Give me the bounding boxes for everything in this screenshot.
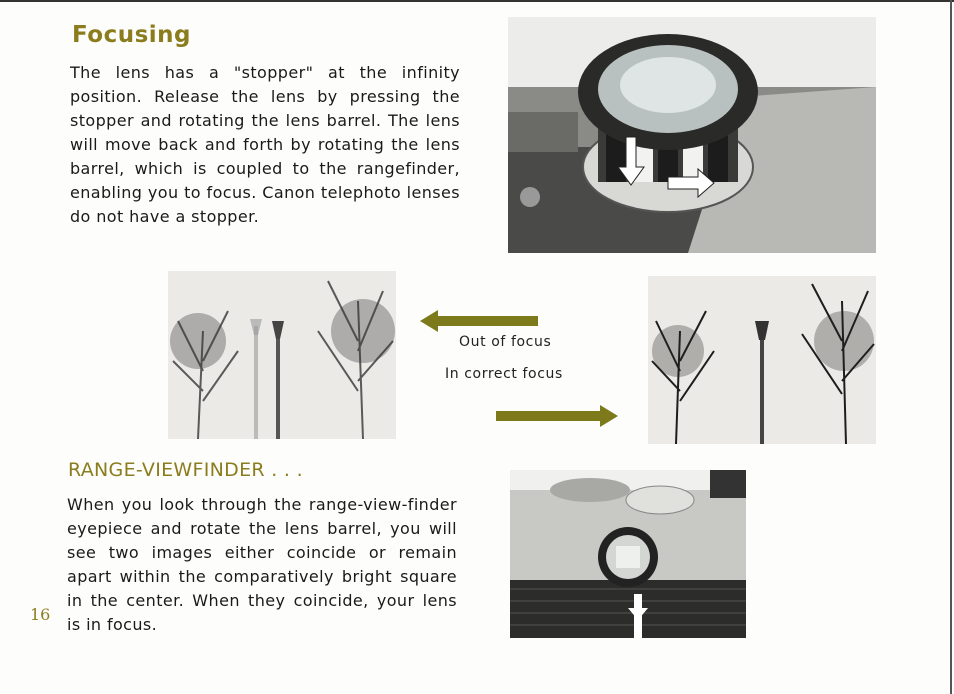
eyepiece-illustration [510, 470, 746, 638]
blurred-lamp-illustration [168, 271, 396, 439]
right-edge-line [950, 0, 952, 694]
arrow-left-out-of-focus [420, 310, 544, 332]
section-heading-focusing: Focusing [72, 22, 191, 48]
sharp-lamp-illustration [648, 276, 876, 444]
caption-out-of-focus: Out of focus [459, 334, 552, 350]
section-heading-range-viewfinder: RANGE-VIEWFINDER . . . [68, 459, 303, 481]
page-number: 16 [30, 605, 51, 624]
viewfinder-eyepiece-photo [510, 470, 746, 638]
in-focus-photo [648, 276, 876, 444]
focusing-paragraph: The lens has a "stopper" at the infinity position. Release the lens by pressing the stopper and rotating the lens barrel. The lens will move back and forth by rotating the lens barrel, which is coupled to the rangefinder, enabling you to focus. Canon telephoto lenses do not have a stopper. [70, 63, 460, 226]
lens-barrel-illustration [508, 17, 876, 253]
caption-in-correct-focus: In correct focus [445, 366, 563, 382]
out-of-focus-photo [168, 271, 396, 439]
range-viewfinder-paragraph: When you look through the range-view-finder eyepiece and rotate the lens barrel, you will see two images either coincide or remain apart within the comparatively bright square in the center. When they coincide, your lens is in focus. [67, 495, 457, 634]
top-edge-line [0, 0, 954, 2]
arrow-right-in-focus [496, 405, 618, 427]
lens-barrel-photo [508, 17, 876, 253]
